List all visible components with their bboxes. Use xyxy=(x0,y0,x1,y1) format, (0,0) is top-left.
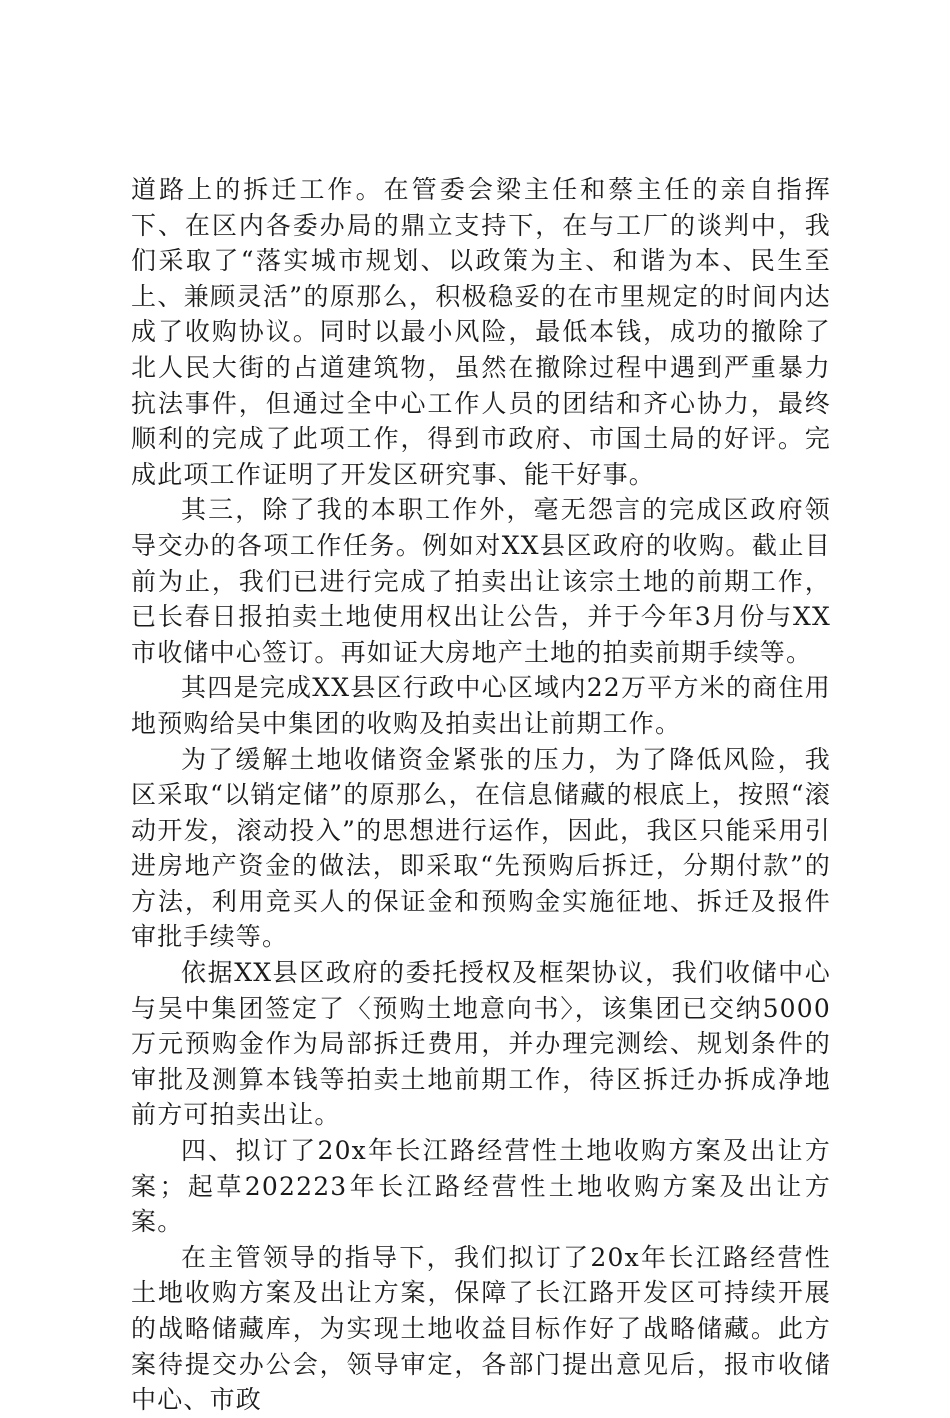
paragraph-demolition-work: 道路上的拆迁工作。在管委会梁主任和蔡主任的亲自指挥下、在区内各委办局的鼎立支持下，在与工厂的谈判中，我们采取了“落实城市规划、以政策为主、和谐为本、民生至上、兼顾灵活”的原那么，积极稳妥的在市里规定的时间内达成了收购协议。同时以最小风险，最低本钱，成功的撤除了北人民大街的占道建筑物，虽然在撤除过程中遇到严重暴力抗法事件，但通过全中心工作人员的团结和齐心协力，最终顺利的完成了此项工作，得到市政府、市国土局的好评。完成此项工作证明了开发区研究事、能干好事。 xyxy=(131,175,831,489)
section-heading-four: 四、拟订了20x年长江路经营性土地收购方案及出让方案；起草202223年长江路经营性土地收购方案及出让方案。 xyxy=(131,1136,831,1237)
document-body xyxy=(131,172,831,1418)
paragraph-plan-drafting: 在主管领导的指导下，我们拟订了20x年长江路经营性土地收购方案及出让方案，保障了长江路开发区可持续开展的战略储藏库，为实现土地收益目标作好了战略储藏。此方案待提交办公会，领导审定，各部门提出意见后，报市收储中心、市政 xyxy=(131,1242,831,1415)
paragraph-fourth-task: 其四是完成XX县区行政中心区域内22万平方米的商住用地预购给吴中集团的收购及拍卖出让前期工作。 xyxy=(131,673,831,738)
paragraph-third-task: 其三，除了我的本职工作外，毫无怨言的完成区政府领导交办的各项工作任务。例如对XX县区政府的收购。截止目前为止，我们已进行完成了拍卖出让该宗土地的前期工作，已长春日报拍卖土地使用权出让公告，并于今年3月份与XX市收储中心签订。再如证大房地产土地的拍卖前期手续等。 xyxy=(131,495,831,667)
paragraph-funding-pressure: 为了缓解土地收储资金紧张的压力，为了降低风险，我区采取“以销定储”的原那么，在信息储藏的根底上，按照“滚动开发，滚动投入”的思想进行运作，因此，我区只能采用引进房地产资金的做法，即采取“先预购后拆迁，分期付款”的方法，利用竞买人的保证金和预购金实施征地、拆迁及报件审批手续等。 xyxy=(131,744,831,952)
paragraph-entrustment-agreement: 依据XX县区政府的委托授权及框架协议，我们收储中心与吴中集团签定了〈预购土地意向书〉，该集团已交纳5000万元预购金作为局部拆迁费用，并办理完测绘、规划条件的审批及测算本钱等拍卖土地前期工作，待区拆迁办拆成净地前方可拍卖出让。 xyxy=(131,958,831,1130)
